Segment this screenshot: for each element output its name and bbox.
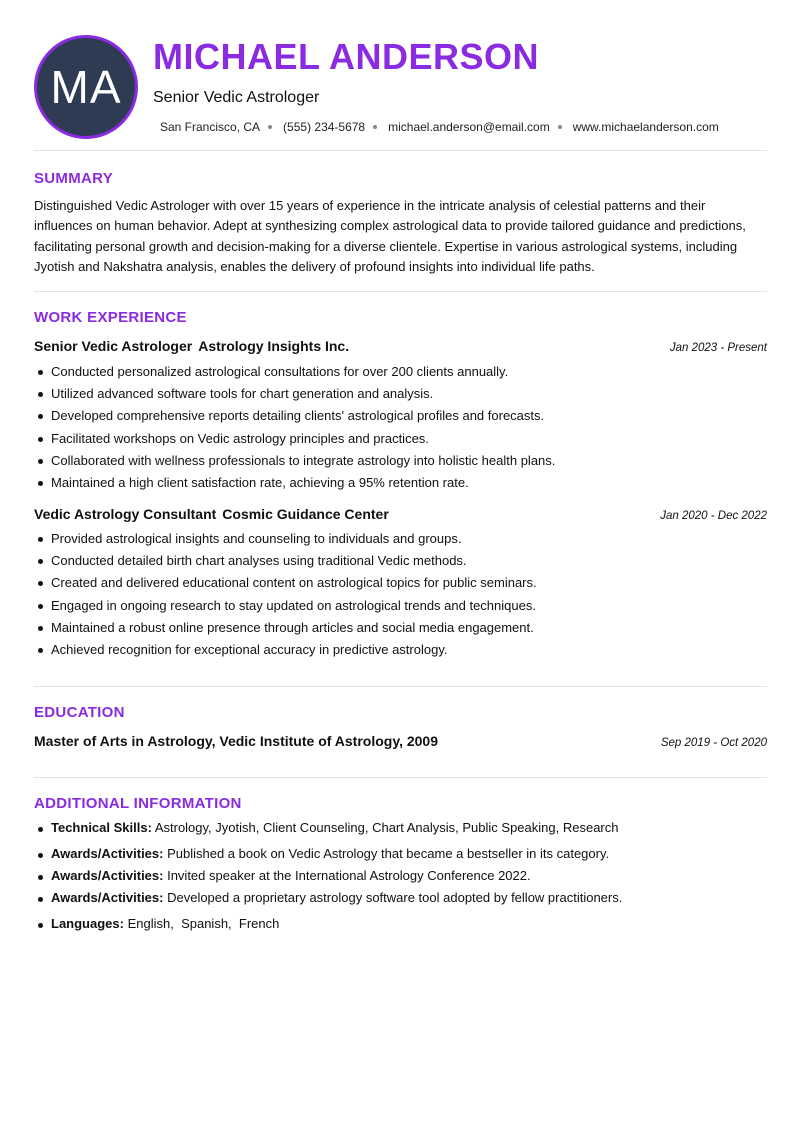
list-item: Developed comprehensive reports detailing clients' astrological profiles and forecasts. (51, 405, 784, 427)
info-text: Developed a proprietary astrology software tool adopted by fellow practitioners. (167, 890, 623, 905)
info-label: Awards/Activities: (51, 868, 164, 883)
job-company: Astrology Insights Inc. (198, 338, 350, 354)
job-title: Senior Vedic Astrologer (34, 338, 193, 354)
info-label: Technical Skills: (51, 820, 152, 835)
divider (34, 150, 767, 151)
additional-info-heading: ADDITIONAL INFORMATION (34, 795, 242, 812)
avatar (34, 35, 138, 139)
info-text: Published a book on Vedic Astrology that became a bestseller in its category. (167, 846, 610, 861)
list-item: Created and delivered educational content on astrological topics for public seminars. (51, 572, 784, 594)
list-item: Collaborated with wellness professionals to integrate astrology into holistic health plans. (51, 450, 784, 472)
job-bullets (34, 528, 784, 661)
job-header (34, 338, 767, 354)
job-dates: Jan 2020 - Dec 2022 (660, 510, 767, 522)
job-title-line (34, 338, 349, 354)
list-item: Facilitated workshops on Vedic astrology principles and practices. (51, 428, 784, 450)
job-title: Vedic Astrology Consultant (34, 506, 217, 522)
separator-dot-icon (558, 125, 562, 129)
list-item (51, 916, 784, 938)
contact-bar (160, 120, 719, 134)
contact-email[interactable]: michael.anderson@email.com (388, 120, 550, 134)
summary-heading: SUMMARY (34, 170, 114, 187)
separator-dot-icon (268, 125, 272, 129)
education-dates: Sep 2019 - Oct 2020 (660, 737, 767, 749)
candidate-title: Senior Vedic Astrologer (153, 89, 320, 106)
job-header (34, 506, 767, 522)
info-label: Awards/Activities: (51, 890, 164, 905)
list-item: Conducted detailed birth chart analyses using traditional Vedic methods. (51, 550, 784, 572)
work-experience-heading: WORK EXPERIENCE (34, 309, 187, 326)
list-item: Maintained a high client satisfaction rate, achieving a 95% retention rate. (51, 472, 784, 494)
education-heading: EDUCATION (34, 704, 125, 721)
education-degree: Master of Arts in Astrology, Vedic Institute of Astrology, 2009 (34, 733, 438, 749)
list-item: Maintained a robust online presence through articles and social media engagement. (51, 617, 784, 639)
info-text: Invited speaker at the International Astrology Conference 2022. (167, 868, 531, 883)
contact-website[interactable]: www.michaelanderson.com (572, 120, 719, 134)
info-label: Awards/Activities: (51, 846, 164, 861)
list-item (51, 868, 784, 890)
list-item: Engaged in ongoing research to stay updated on astrological trends and techniques. (51, 595, 784, 617)
list-item (51, 846, 784, 868)
job-company: Cosmic Guidance Center (222, 506, 389, 522)
divider (34, 777, 767, 778)
list-item (51, 820, 784, 846)
job-bullets (34, 361, 784, 494)
list-item: Provided astrological insights and counseling to individuals and groups. (51, 528, 784, 550)
divider (34, 291, 767, 292)
divider (34, 686, 767, 687)
education-row (34, 733, 767, 749)
list-item (51, 890, 784, 916)
job-title-line (34, 506, 389, 522)
separator-dot-icon (373, 125, 377, 129)
candidate-name: MICHAEL ANDERSON (153, 36, 540, 77)
resume-page (34, 0, 767, 1130)
avatar-initials: MA (50, 61, 122, 113)
info-label: Languages: (51, 916, 124, 931)
summary-text: Distinguished Vedic Astrologer with over 15 years of experience in the intricate analysis of celestial patterns and their influences on human behavior. Adept at synthesizing complex astrological data to provide tailored guidance and predictions, facilitating personal growth and decision-making for a diverse clientele. Expertise in various astrological systems, including Jyotish and Nakshatra analysis, enables the delivery of profound insights into individual life paths. (34, 198, 746, 274)
additional-info-list (34, 820, 784, 938)
contact-location: San Francisco, CA (160, 120, 261, 134)
job-dates: Jan 2023 - Present (669, 342, 767, 354)
info-text: English, Spanish, French (127, 916, 280, 931)
list-item: Utilized advanced software tools for chart generation and analysis. (51, 383, 784, 405)
list-item: Conducted personalized astrological consultations for over 200 clients annually. (51, 361, 784, 383)
contact-phone[interactable]: (555) 234-5678 (283, 120, 366, 134)
list-item: Achieved recognition for exceptional accuracy in predictive astrology. (51, 639, 784, 661)
info-text: Astrology, Jyotish, Client Counseling, Chart Analysis, Public Speaking, Research (154, 820, 619, 835)
